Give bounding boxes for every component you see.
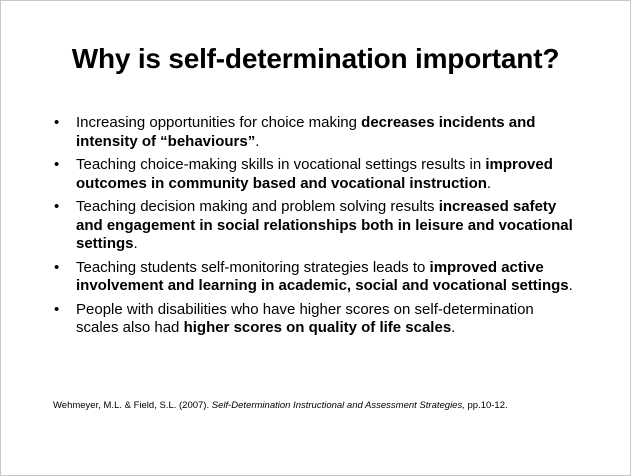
bullet-marker: • [54, 156, 60, 173]
bullet-text: Teaching students self-monitoring strategies leads to [76, 258, 430, 276]
bullet-bold-text: decreases incidents and intensity of “behaviours” [76, 114, 536, 150]
bullet-marker: • [54, 114, 60, 131]
bullet-item [53, 301, 578, 338]
bullet-item [53, 198, 578, 254]
citation-work: Self-Determination Instructional and Assessment Strategies, [211, 400, 465, 411]
bullet-tail: . [568, 277, 573, 294]
bullet-item [53, 114, 578, 151]
citation [53, 400, 593, 412]
citation-pages: pp.10-12. [464, 400, 508, 411]
bullet-text: Teaching decision making and problem solving results [76, 198, 439, 215]
bullet-tail: . [133, 235, 138, 252]
citation-authors: Wehmeyer, M.L. & Field, S.L. (2007). [53, 400, 212, 411]
bullet-text: Teaching choice-making skills in vocational settings results in [76, 156, 486, 173]
bullet-item [53, 259, 578, 296]
bullet-text: Increasing opportunities for choice making [76, 114, 362, 131]
bullet-bold-text: increased safety and engagement in social relationships both in leisure and vocational settings [76, 198, 573, 252]
bullet-marker: • [54, 198, 60, 215]
bullet-tail: . [486, 174, 492, 192]
bullet-tail: . [451, 319, 456, 336]
bullet-tail: . [255, 132, 260, 150]
slide-title: Why is self-determination important? [71, 43, 560, 74]
bullet-text: People with disabilities who have higher scores on self-determination scales also had [76, 300, 534, 336]
bullet-bold-text: improved active involvement and learning in academic, social and vocational settings [76, 258, 569, 294]
bullet-item [53, 156, 578, 193]
bullet-bold-text: improved outcomes in community based and vocational instruction [76, 156, 553, 192]
bullet-marker: • [54, 300, 60, 318]
bullet-list [53, 114, 578, 343]
bullet-bold-text: higher scores on quality of life scales [183, 319, 452, 336]
bullet-marker: • [54, 258, 60, 276]
